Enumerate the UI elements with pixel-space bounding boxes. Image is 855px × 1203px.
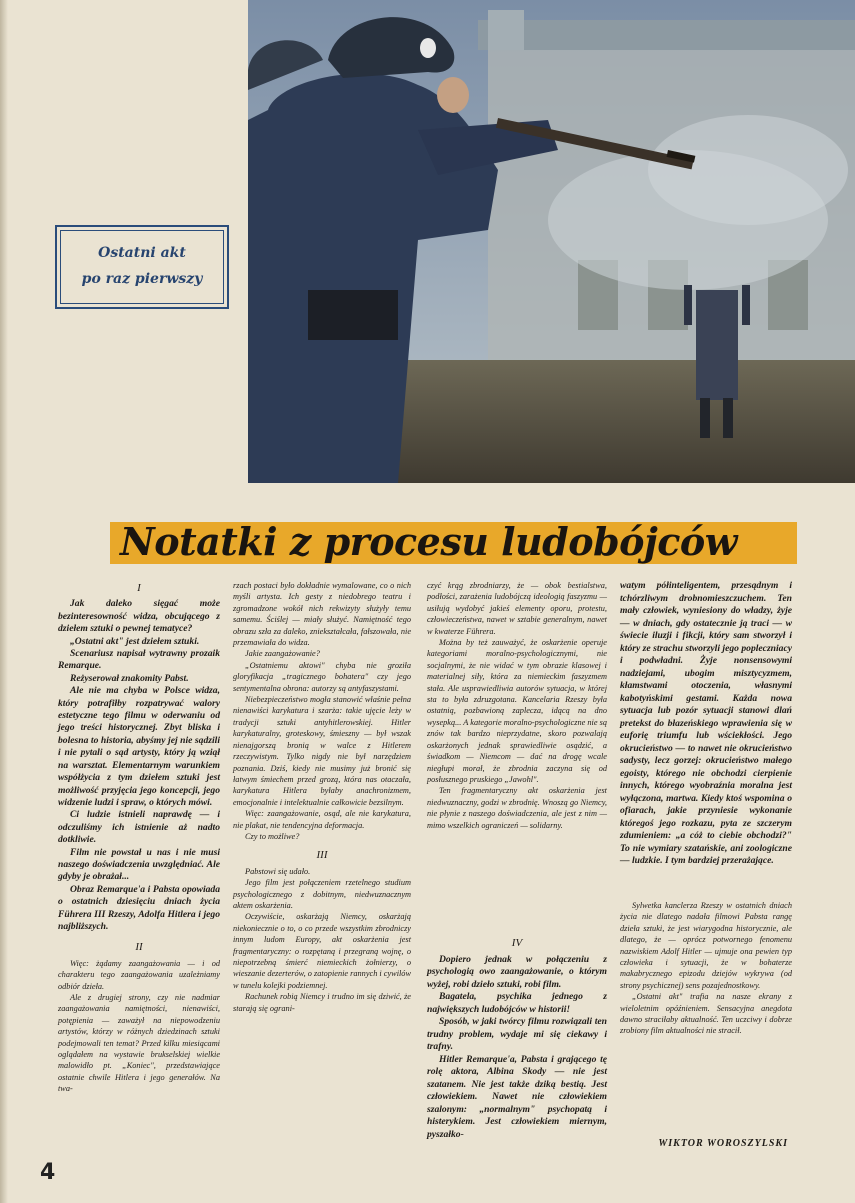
paragraph: Jak daleko sięgać może bezinteresowność widza, obcującego z dziełem sztuki o pewnej tematyce? bbox=[58, 598, 220, 635]
box-title-line1: Ostatni akt bbox=[98, 245, 186, 261]
title-box bbox=[55, 225, 229, 309]
paragraph: Więc: zaangażowanie, osąd, ale nie karykatura, nie plakat, nie tendencyjna deformacja. bbox=[233, 809, 411, 830]
column-3 bbox=[427, 580, 607, 831]
paragraph: Hitler Remarque'a, Pabsta i grającego tę rolę aktora, Albina Skody — nie jest szatanem. Nie jest także dziką bestią. Jest człowiekiem. Nawet nie człowiekiem szalonym: „normalnym" psychopatą i histerykiem. Jest człowiekiem miernym, pyszałko- bbox=[427, 1053, 607, 1140]
firing-squad-photo bbox=[248, 0, 855, 483]
paragraph: czyć krąg zbrodniarzy, że — obok bestialstwa, podłości, zarażenia ludobójczą ideologią faszyzmu — usiłują wydobyć jakieś elementy oporu, protestu, człowieczeństwa, nawet w sztabie generalnym, nawet w kwaterze Führera. bbox=[427, 581, 607, 636]
column-1 bbox=[58, 580, 220, 1095]
paragraph: Obraz Remarque'a i Pabsta opowiada o ostatnich dziesięciu dniach życia Führera III Rzeszy, Adolfa Hitlera i jego najbliższych. bbox=[58, 883, 220, 932]
paragraph: Niebezpieczeństwo mogła stanowić właśnie pełna nienawiści karykatura i szarża: takie ujęcie leży w tradycji sztuki antyhitlerowskiej. Hitler karykaturalny, groteskowy, śmieszny — był wszak nienajgorszą bronią w walce z Hitlerem rzeczywistym. Tylko nigdy nie był narzędziem poznania. Dziś, kiedy nie musimy już bronić się łatwym śmiechem przed grozą, która nas otaczała, karykatura Hitlera byłaby anachronizmem, emocjonalnie i intelektualnie całkowicie bezsilnym. bbox=[233, 695, 411, 807]
paragraph: Bagatela, psychika jednego z największych ludobójców w historii! bbox=[427, 991, 607, 1015]
section-heading-2: II bbox=[135, 941, 143, 954]
paragraph: Ale nie ma chyba w Polsce widza, który potrafiłby rozpatrywać walory estetyczne tego filmu w oderwaniu od jego treści historycznej. Zbyt bliska i bolesna to historia, abyśmy jej nie sądzili i nie pytali o sąd artysty, który ją wziął na warsztat. Elementarnym warunkiem współżycia z tym dziełem sztuki jest możliwość przyjęcia jego koncepcji, jego widzenie ludzi i spraw, o których mówi. bbox=[58, 685, 220, 808]
paragraph: Ci ludzie istnieli naprawdę — i odczuliśmy ich istnienie aż nadto dotkliwie. bbox=[58, 809, 220, 846]
paragraph: rzach postaci było dokładnie wymalowane, co o nich myśli artysta. Ich gesty z niedobrego teatru i zgromadzone wokół nich rekwizyty służyły temu samemu. Ściślej — miały służyć. Namiętność tego obrazu szła za daleko, zniekształcała, fałszowała, nie przemawiała do widza. bbox=[233, 581, 411, 648]
title-box-inner-frame bbox=[60, 230, 224, 304]
headline: Notatki z procesu ludobójców bbox=[120, 519, 737, 564]
paragraph: Sylwetka kanclerza Rzeszy w ostatnich dniach życia nie dlatego nadała filmowi Pabsta rangę dzieła sztuki, że jest wiarygodna historycznie, ale dlatego, że — oprócz potwornego fenomenu nazwiskiem Adolf Hitler — ujmuje ona pewien typ człowieka i sytuacji, że w bohaterze makabrycznego epizodu dziejów wykrywa (od strony psychicznej) sens pozajednostkowy. bbox=[620, 901, 792, 990]
paragraph: Można by też zauważyć, że oskarżenie operuje kategoriami moralno-psychologicznymi, nie socjalnymi, że nie widać w tym obrazie klasowej i materialnej siły, która za niemieckim faszyzmem stała. Ale usprawiedliwia autorów sytuacja, w której sta to była zdruzgotana. Kancelaria Rzeszy była ostatnią, pozbawioną zaplecza, idącą na dno wysepką... A kategorie moralno-psychologiczne nie są znów tak bardzo nieprzydatne, skoro pozwalają oskarżonych jednak sprawiedliwie osądzić, a świadkom — Niemcom — dać na drogę wcale niegłupi morał, że zbrodnia zaczyna się od posłusznego pruskiego „Jawohl". bbox=[427, 638, 607, 784]
column-4-lower bbox=[620, 900, 792, 1037]
paragraph: Film nie powstał u nas i nie musi naszego doświadczenia uwzględniać. Ale gdyby je obrażał... bbox=[58, 846, 220, 883]
page-edge bbox=[0, 0, 8, 1203]
paragraph: Scenariusz napisał wytrawny prozaik Remarque. bbox=[58, 648, 220, 672]
paragraph: Sposób, w jaki twórcy filmu rozwiązali ten trudny problem, wydaje mi się ciekawy i trafny. bbox=[427, 1016, 607, 1052]
column-4 bbox=[620, 580, 792, 868]
paragraph: Oczywiście, oskarżają Niemcy, oskarżają niekoniecznie o to, o co przede wszystkim zbrodniczy innym ludom Europy, akt oskarżenia jest fragmentaryczny: o rozpętaną i przegraną wojnę, o niepotrzebną śmierć niemieckich żołnierzy, o wieszanie dezerterów, o zatopienie rannych i cywilów w tunelu kolejki podziemnej. bbox=[233, 912, 411, 990]
section-heading-3: III bbox=[316, 849, 328, 862]
paragraph: Czy to możliwe? bbox=[245, 831, 300, 841]
page-number: 4 bbox=[40, 1160, 56, 1185]
paragraph: Jego film jest połączeniem rzetelnego studium psychologicznego z dobitnym, niedwuznacznym aktem oskarżenia. bbox=[233, 878, 411, 910]
paragraph: Ale z drugiej strony, czy nie nadmiar zaangażowania namiętności, nienawiści, potępienia — zaważył na niepowodzeniu artystów, którzy w różnych dziedzinach sztuki podejmowali ten temat? Przed kilku miesiącami oglądałem na wystawie brukselskiej wielkie malowidło pt. „Koniec", przedstawiające ostatnie chwile Hitlera i jego generałów. Na twa- bbox=[58, 993, 220, 1094]
box-title-line2: po raz pierwszy bbox=[81, 271, 203, 287]
paragraph: Reżyserował znakomity Pabst. bbox=[70, 672, 189, 684]
author-signature: WIKTOR WOROSZYLSKI bbox=[658, 1138, 788, 1149]
section-heading-4: IV bbox=[511, 937, 523, 949]
paragraph: „Ostatniemu aktowi" chyba nie groziła gloryfikacja „tragicznego bohatera" czy jego sentymentalna obrona: autorzy są antyfaszystami. bbox=[233, 660, 411, 693]
paragraph: Pabstowi się udało. bbox=[245, 866, 311, 876]
paragraph: Więc: żądamy zaangażowania — i od charakteru tego zaangażowania uzależniamy odbiór dzieła. bbox=[58, 958, 220, 991]
paragraph: Jakie zaangażowanie? bbox=[245, 649, 320, 659]
section-heading-1: I bbox=[137, 582, 141, 594]
paragraph: watym półinteligentem, przesądnym i tchórzliwym drobnomieszczuchem. Ten mały człowiek, wyniesiony do władzy, żyje — w dniach, gdy ostatecznie ją traci — w świecie iluzji i fikcji, który sam stworzył i który ze strachu stworzyli jego popleczniacy i podwładni. Żyje nonsensowymi nadziejami, ubogim misztycyzmem, kłamstwami otoczenia, własnymi kabotyńskimi gestami. Każda nowa sytuacja lub pozór sytuacji stanowi dlań pretekst do błazeńskiego wprawienia się w euforię triumfu lub wściekłości. Jego okrucieństwo — to nawet nie okrucieństwo sadysty, lecz gorzej: okrucieństwo małego egoisty, którego nie obchodzi cierpienie innych, którego wyobraźnia moralna jest wyłączona, martwa. Kiedy ktoś wspomina o ofiarach, jakie przyniesie wykonanie któregoś jego rozkazu, pyta ze szczerym zdumieniem: „a cóż to ciebie obchodzi?" To nie wymiary szatańskie, ani zoologiczne — ludzkie. I tym bardziej przerażające. bbox=[620, 580, 792, 866]
paragraph: Dopiero jednak w połączeniu z psychologią owo zaangażowanie, o którym wyżej, robi dzieło sztuki, robi film. bbox=[427, 953, 607, 990]
paragraph: Rachunek robią Niemcy i trudno im się dziwić, że starają się ograni- bbox=[233, 992, 411, 1013]
column-2 bbox=[233, 580, 411, 1014]
paragraph: „Ostatni akt" trafia na nasze ekrany z wieloletnim opóźnieniem. Sensacyjna anegdota dawno straciłaby aktualność. Ten uczciwy i dobrze zrobiony film aktualności nie stracił. bbox=[620, 992, 792, 1036]
column-3-lower bbox=[427, 935, 607, 1141]
paragraph: Ten fragmentaryczny akt oskarżenia jest niedwuznaczny, godzi w zbrodnię. Wnoszą go Niemcy, nie płynie z naszego doświadczenia, ale jest z nim — mimo wszelkich ograniczeń — solidarny. bbox=[427, 786, 607, 830]
paragraph: „Ostatni akt" jest dziełem sztuki. bbox=[70, 635, 200, 647]
